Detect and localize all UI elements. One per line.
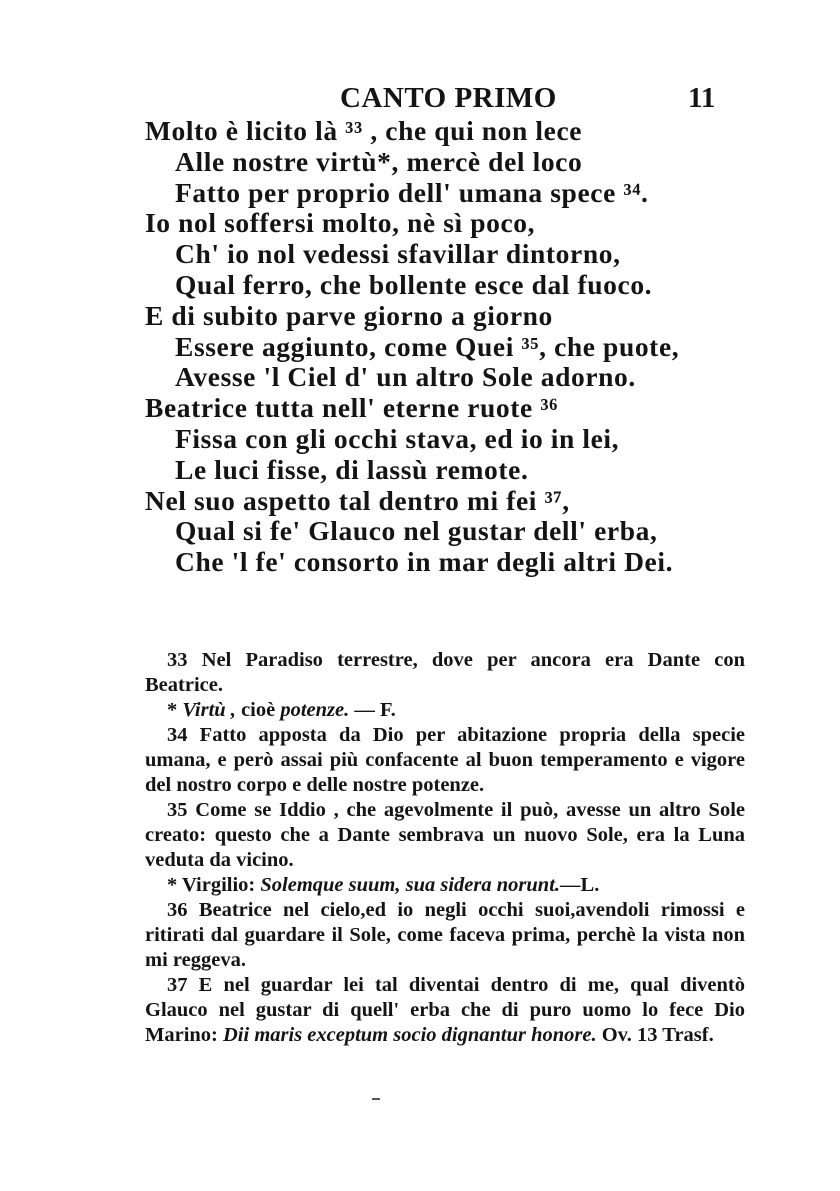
note-attribution: Ov. 13 Trasf. — [596, 1024, 714, 1046]
latin-quote: Solemque suum, sua sidera norunt. — [260, 874, 561, 896]
note-attribution: —L. — [560, 874, 600, 896]
page-number: 11 — [688, 82, 716, 114]
verse-line-14: Qual si fe' Glauco nel gustar dell' erba, — [175, 515, 658, 547]
note-attribution: — F. — [349, 699, 396, 721]
latin-quote: Dii maris exceptum socio dignantur honore. — [223, 1024, 597, 1046]
verse-line-1: Molto è licito là ³³ , che qui non lece — [145, 115, 583, 146]
print-speck — [372, 1098, 380, 1100]
footnotes — [145, 648, 745, 1048]
verse-line-15: Che 'l fe' consorto in mar degli altri Dei. — [175, 546, 674, 578]
verse-line-6: Qual ferro, che bollente esce dal fuoco. — [175, 268, 653, 300]
italic-term: potenze. — [280, 699, 350, 721]
verse-block — [145, 116, 805, 578]
footnote-35-variant — [145, 873, 745, 898]
note-text: * Virgilio: — [167, 874, 261, 896]
verse-line-9: Avesse 'l Ciel d' un altro Sole adorno. — [175, 361, 636, 393]
verse-line-4: Io nol soffersi molto, nè sì poco, — [145, 207, 536, 239]
verse-line-3: Fatto per proprio dell' umana spece ³⁴. — [175, 176, 649, 208]
verse-line-12: Le luci fisse, di lassù remote. — [175, 453, 529, 485]
verse-line-11: Fissa con gli occhi stava, ed io in lei, — [175, 422, 620, 454]
verse-line-10: Beatrice tutta nell' eterne ruote ³⁶ — [145, 392, 559, 424]
note-text: 37 E nel guardar lei tal diventai dentro di me, qual diventò Glauco nel gustar di quell' erba che di puro uomo lo fece Dio Marino: — [145, 974, 745, 1046]
footnote-36: 36 Beatrice nel cielo,ed io negli occhi suoi,avendoli rimossi e ritirati dal guardare il Sole, come faceva prima, perchè la vista non mi reggeva. — [145, 899, 745, 971]
verse-line-8: Essere aggiunto, come Quei ³⁵, che puote, — [175, 330, 680, 362]
verse-line-2: Alle nostre virtù*, mercè del loco — [175, 145, 583, 177]
verse-line-7: E di subito parve giorno a giorno — [145, 299, 553, 331]
footnote-37 — [145, 973, 745, 1048]
note-text: cioè — [235, 699, 281, 721]
page-title: CANTO PRIMO — [340, 82, 557, 114]
footnote-34: 34 Fatto apposta da Dio per abitazione propria della specie umana, e però assai più confacente al buon temperamento e vigore del nostro corpo e delle nostre potenze. — [145, 724, 745, 796]
footnote-33-variant — [145, 698, 745, 723]
italic-term: Virtù , — [182, 699, 236, 721]
verse-line-13: Nel suo aspetto tal dentro mi fei ³⁷, — [145, 484, 570, 516]
footnote-33: 33 Nel Paradiso terrestre, dove per ancora era Dante con Beatrice. — [145, 649, 745, 696]
footnote-35: 35 Come se Iddio , che agevolmente il può, avesse un altro Sole creato: questo che a Dante sembrava un nuovo Sole, era la Luna veduta da vicino. — [145, 799, 745, 871]
verse-line-5: Ch' io nol vedessi sfavillar dintorno, — [175, 238, 621, 270]
asterisk-mark: * — [167, 699, 183, 721]
